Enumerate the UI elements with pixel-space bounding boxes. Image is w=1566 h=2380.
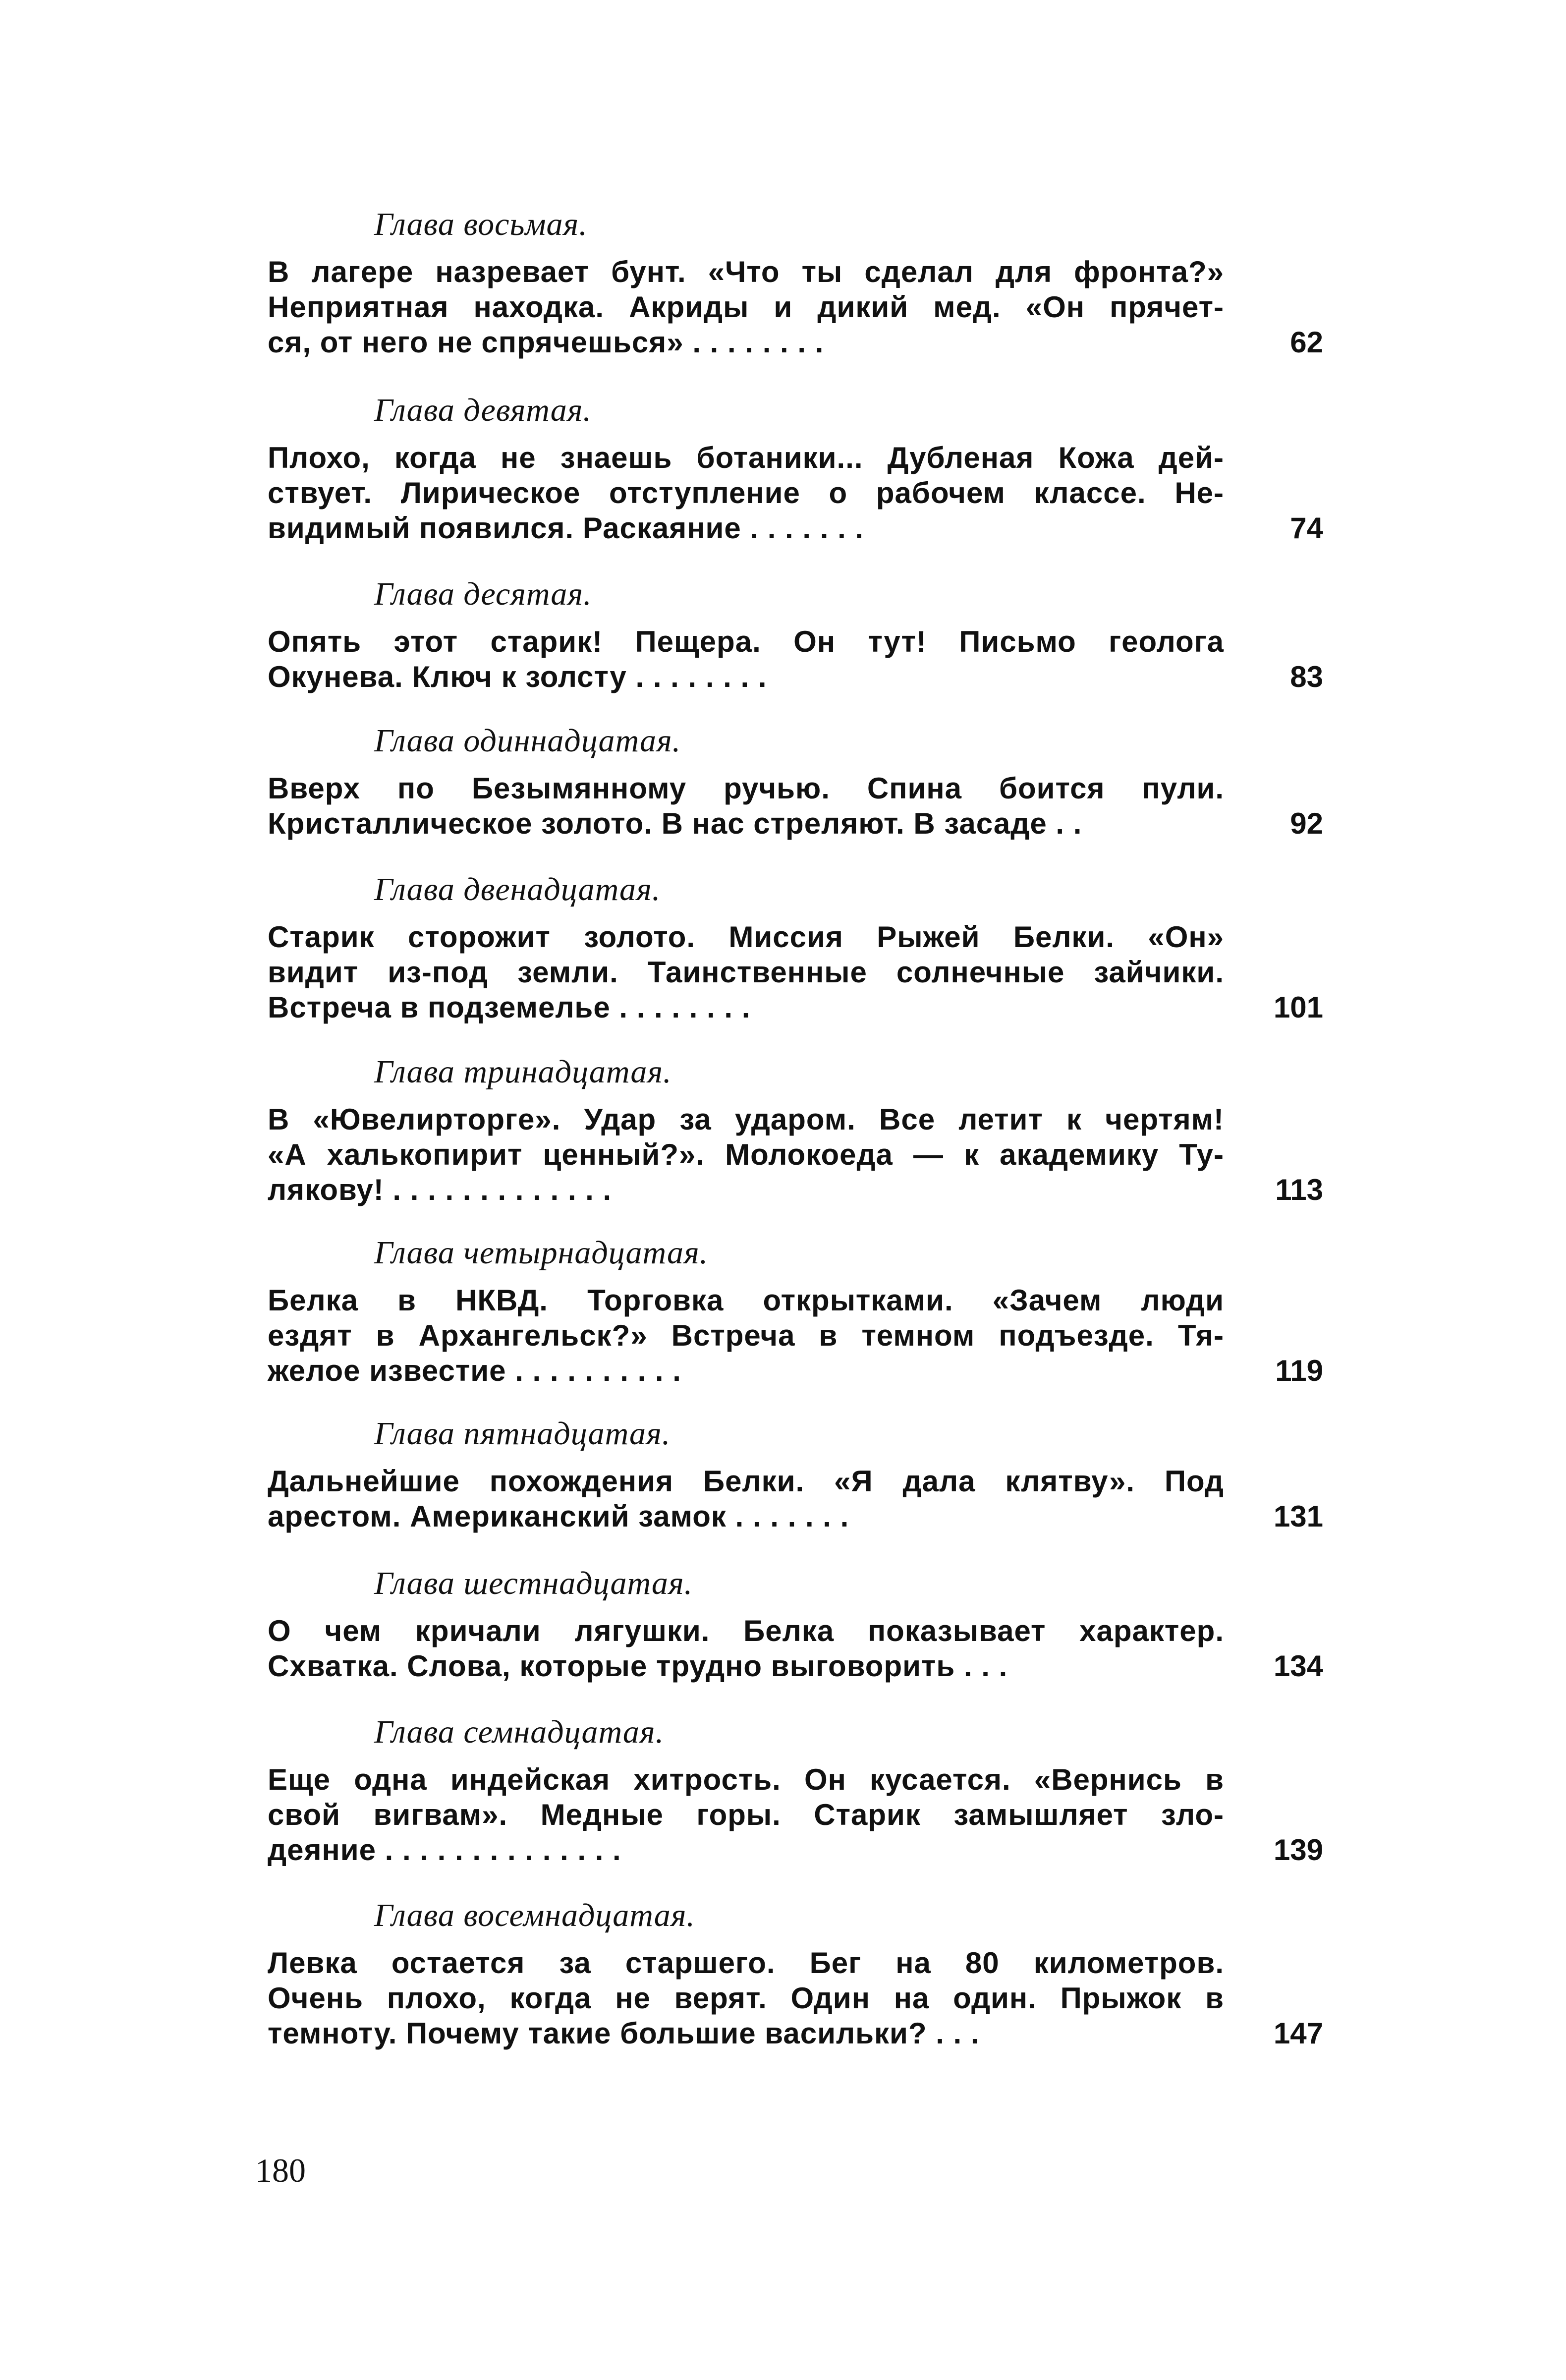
page-number: 113 — [1275, 1173, 1323, 1206]
summary-line: В лагере назревает бунт. «Что ты сделал для фронта?» — [268, 255, 1224, 288]
summary-line: О чем кричали лягушки. Белка показывает характер. — [268, 1614, 1224, 1647]
chapter-heading: Глава двенадцатая. — [374, 871, 661, 907]
summary-line: Старик сторожит золото. Миссия Рыжей Белки. «Он» — [268, 920, 1224, 954]
summary-line: Белка в НКВД. Торговка открытками. «Зачем люди — [268, 1284, 1224, 1317]
summary-line: Плохо, когда не знаешь ботаники... Дубленая Кожа дей- — [268, 441, 1224, 474]
summary-line: Вверх по Безымянному ручью. Спина боится пули. — [268, 772, 1224, 805]
page-number: 74 — [1290, 511, 1323, 545]
page-number: 101 — [1273, 991, 1323, 1024]
summary-line: Схватка. Слова, которые трудно выговорить . . . — [268, 1649, 1008, 1683]
chapter-summary — [268, 1102, 1224, 1207]
summary-line: Окунева. Ключ к золсту . . . . . . . . — [268, 660, 767, 693]
summary-line: видит из-под земли. Таинственные солнечные зайчики. — [268, 956, 1224, 989]
chapter-summary — [268, 624, 1224, 694]
chapter-heading: Глава пятнадцатая. — [374, 1416, 671, 1452]
summary-line: арестом. Американский замок . . . . . . . — [268, 1500, 849, 1533]
chapter-summary — [268, 919, 1224, 1025]
summary-line: Очень плохо, когда не верят. Один на один. Прыжок в — [268, 1982, 1224, 2015]
chapter-heading: Глава семнадцатая. — [374, 1714, 665, 1750]
chapter-summary — [268, 1283, 1224, 1388]
summary-line: ствует. Лирическое отступление о рабочем классе. Не- — [268, 476, 1224, 510]
summary-line: В «Ювелирторге». Удар за ударом. Все летит к чертям! — [268, 1103, 1224, 1136]
page-number: 131 — [1273, 1500, 1323, 1533]
summary-line: Опять этот старик! Пещера. Он тут! Письмо геолога — [268, 625, 1224, 658]
chapter-summary — [268, 1762, 1224, 1868]
page-number: 83 — [1290, 660, 1323, 693]
summary-line: ся, от него не спрячешься» . . . . . . . . — [268, 326, 824, 359]
page-number: 134 — [1273, 1649, 1323, 1683]
chapter-summary — [268, 440, 1224, 546]
page-number: 147 — [1273, 2017, 1323, 2050]
chapter-heading: Глава шестнадцатая. — [374, 1565, 693, 1601]
chapter-heading: Глава тринадцатая. — [374, 1054, 672, 1090]
summary-line: Кристаллическое золото. В нас стреляют. В засаде . . — [268, 807, 1082, 840]
summary-line: «А халькопирит ценный?». Молокоеда — к академику Ту- — [268, 1138, 1224, 1171]
chapter-summary — [268, 1464, 1224, 1534]
summary-line: видимый появился. Раскаяние . . . . . . . — [268, 511, 864, 545]
chapter-heading: Глава восьмая. — [374, 206, 588, 242]
page-number: 92 — [1290, 807, 1323, 840]
summary-line: лякову! . . . . . . . . . . . . . — [268, 1173, 612, 1206]
summary-line: желое известие . . . . . . . . . . — [268, 1354, 681, 1387]
summary-line: Еще одна индейская хитрость. Он кусается. «Вернись в — [268, 1763, 1224, 1796]
summary-line: Дальнейшие похождения Белки. «Я дала клятву». Под — [268, 1465, 1224, 1498]
summary-line: Неприятная находка. Акриды и дикий мед. «Он прячет- — [268, 290, 1224, 324]
chapter-summary — [268, 1945, 1224, 2051]
summary-line: свой вигвам». Медные горы. Старик замышляет зло- — [268, 1798, 1224, 1831]
chapter-heading: Глава девятая. — [374, 392, 592, 428]
summary-line: Левка остается за старшего. Бег на 80 километров. — [268, 1946, 1224, 1980]
chapter-heading: Глава восемнадцатая. — [374, 1897, 695, 1933]
summary-line: ездят в Архангельск?» Встреча в темном подъезде. Тя- — [268, 1319, 1224, 1352]
page-number: 119 — [1275, 1354, 1323, 1387]
summary-line: Встреча в подземелье . . . . . . . . — [268, 991, 751, 1024]
chapter-heading: Глава десятая. — [374, 576, 592, 612]
chapter-summary — [268, 254, 1224, 360]
page-number: 139 — [1273, 1833, 1323, 1867]
summary-line: деяние . . . . . . . . . . . . . . — [268, 1833, 621, 1867]
chapter-summary — [268, 771, 1224, 841]
summary-line: темноту. Почему такие большие васильки? . . . — [268, 2017, 980, 2050]
page-number: 62 — [1290, 326, 1323, 359]
chapter-heading: Глава одиннадцатая. — [374, 723, 681, 759]
chapter-summary — [268, 1613, 1224, 1684]
chapter-heading: Глава четырнадцатая. — [374, 1235, 709, 1271]
folio-page-number: 180 — [255, 2152, 306, 2189]
